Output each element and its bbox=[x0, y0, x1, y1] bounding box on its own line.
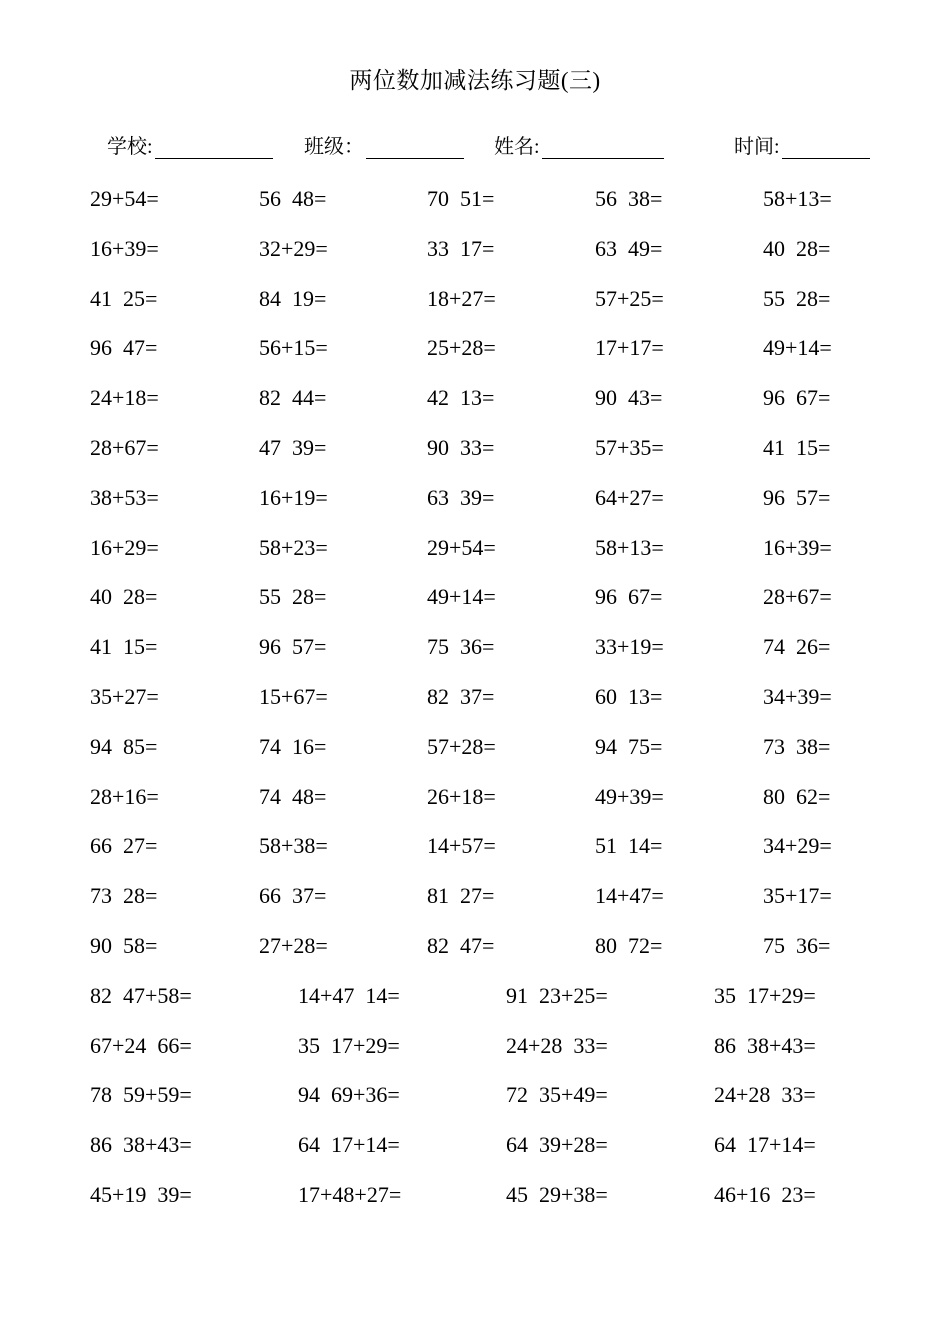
problem-item: 49+14= bbox=[763, 335, 832, 361]
problem-item: 64+27= bbox=[595, 484, 664, 510]
problem-item: 16+39= bbox=[763, 534, 832, 560]
problem-item: 47 39= bbox=[259, 435, 327, 460]
problem-item: 17+48+27= bbox=[298, 1182, 402, 1207]
problem-item: 40 28= bbox=[90, 584, 158, 610]
problem-item: 16+29= bbox=[90, 534, 159, 560]
problem-item: 90 43= bbox=[595, 385, 663, 411]
problem-item: 51 14= bbox=[595, 833, 663, 859]
class-blank[interactable] bbox=[366, 138, 464, 159]
problem-item: 84 19= bbox=[259, 285, 327, 311]
problem-item: 41 15= bbox=[90, 634, 158, 660]
problem-item: 74 26= bbox=[763, 634, 831, 660]
problem-item: 58+38= bbox=[259, 833, 328, 859]
problem-item: 57+28= bbox=[427, 733, 496, 759]
problem-row bbox=[0, 387, 950, 427]
problem-item: 55 28= bbox=[259, 584, 327, 610]
problem-item: 82 47+58= bbox=[90, 982, 192, 1008]
problem-item: 74 16= bbox=[259, 733, 327, 759]
problem-row bbox=[0, 783, 950, 826]
problem-item: 94 85= bbox=[90, 733, 158, 759]
problem-item: 40 28= bbox=[763, 235, 831, 261]
problem-item: 35 17+29= bbox=[298, 1032, 400, 1058]
problem-item: 46+16 23= bbox=[714, 1182, 816, 1207]
problem-item: 41 25= bbox=[90, 285, 158, 311]
problem-item: 80 72= bbox=[595, 933, 663, 958]
problem-item: 73 28= bbox=[90, 883, 158, 909]
problem-item: 56 48= bbox=[259, 186, 327, 211]
problem-item: 45+19 39= bbox=[90, 1182, 192, 1207]
problem-row bbox=[0, 1134, 950, 1174]
name-field bbox=[494, 130, 664, 159]
problem-item: 49+14= bbox=[427, 584, 496, 610]
problem-item: 67+24 66= bbox=[90, 1032, 192, 1058]
problem-item: 80 62= bbox=[763, 783, 831, 809]
problem-item: 38+53= bbox=[90, 484, 159, 510]
problem-item: 28+67= bbox=[90, 435, 159, 460]
problem-item: 16+19= bbox=[259, 484, 328, 510]
problem-item: 94 75= bbox=[595, 733, 663, 759]
school-label: 学校: bbox=[107, 136, 153, 158]
problem-row bbox=[0, 1184, 950, 1224]
problem-row bbox=[0, 1084, 950, 1124]
problem-item: 58+13= bbox=[763, 186, 832, 211]
problem-item: 14+47 14= bbox=[298, 982, 400, 1008]
problem-item: 74 48= bbox=[259, 783, 327, 809]
problem-item: 35+27= bbox=[90, 684, 159, 709]
problem-row bbox=[0, 484, 950, 527]
problem-item: 90 58= bbox=[90, 933, 158, 958]
problem-item: 58+13= bbox=[595, 534, 664, 560]
problem-item: 63 49= bbox=[595, 235, 663, 261]
school-field bbox=[107, 130, 273, 159]
problem-item: 86 38+43= bbox=[90, 1132, 192, 1158]
problem-item: 27+28= bbox=[259, 933, 328, 958]
problem-item: 75 36= bbox=[427, 634, 495, 660]
problem-item: 28+67= bbox=[763, 584, 832, 610]
problem-item: 81 27= bbox=[427, 883, 495, 909]
problem-item: 18+27= bbox=[427, 285, 496, 311]
time-field bbox=[734, 130, 870, 159]
problem-row bbox=[0, 686, 950, 726]
problem-item: 96 47= bbox=[90, 335, 158, 361]
problem-item: 34+29= bbox=[763, 833, 832, 859]
problem-item: 70 51= bbox=[427, 186, 495, 211]
problem-row bbox=[0, 935, 950, 975]
problem-item: 24+18= bbox=[90, 385, 159, 411]
problem-item: 26+18= bbox=[427, 783, 496, 809]
problem-item: 14+57= bbox=[427, 833, 496, 859]
problem-item: 57+25= bbox=[595, 285, 664, 311]
problem-item: 73 38= bbox=[763, 733, 831, 759]
problem-item: 82 44= bbox=[259, 385, 327, 411]
problem-item: 32+29= bbox=[259, 235, 328, 261]
problem-item: 96 57= bbox=[259, 634, 327, 660]
problem-item: 14+47= bbox=[595, 883, 664, 909]
name-blank[interactable] bbox=[542, 138, 664, 159]
problem-item: 66 37= bbox=[259, 883, 327, 909]
problem-row bbox=[0, 885, 950, 925]
problem-item: 96 67= bbox=[595, 584, 663, 610]
problem-item: 25+28= bbox=[427, 335, 496, 361]
problem-row bbox=[0, 337, 950, 377]
problem-item: 49+39= bbox=[595, 783, 664, 809]
problem-item: 33 17= bbox=[427, 235, 495, 261]
problem-item: 75 36= bbox=[763, 933, 831, 958]
problem-row bbox=[0, 586, 950, 626]
problem-item: 34+39= bbox=[763, 684, 832, 709]
problem-item: 91 23+25= bbox=[506, 982, 608, 1008]
problem-row bbox=[0, 1032, 950, 1075]
problem-row bbox=[0, 285, 950, 328]
problem-item: 56 38= bbox=[595, 186, 663, 211]
problem-item: 64 17+14= bbox=[714, 1132, 816, 1158]
problem-row bbox=[0, 636, 950, 676]
time-blank[interactable] bbox=[782, 138, 870, 159]
problem-row bbox=[0, 437, 950, 477]
problem-item: 15+67= bbox=[259, 684, 328, 709]
problem-item: 24+28 33= bbox=[714, 1082, 816, 1108]
problem-item: 60 13= bbox=[595, 684, 663, 709]
problem-item: 58+23= bbox=[259, 534, 328, 560]
problem-item: 96 57= bbox=[763, 484, 831, 510]
time-label: 时间: bbox=[734, 136, 780, 158]
problem-item: 45 29+38= bbox=[506, 1182, 608, 1207]
problem-item: 28+16= bbox=[90, 783, 159, 809]
class-label: 班级： bbox=[304, 136, 364, 158]
problem-item: 17+17= bbox=[595, 335, 664, 361]
problem-row bbox=[0, 982, 950, 1025]
problem-item: 94 69+36= bbox=[298, 1082, 400, 1108]
problem-item: 90 33= bbox=[427, 435, 495, 460]
problem-item: 42 13= bbox=[427, 385, 495, 411]
problem-item: 82 37= bbox=[427, 684, 495, 709]
problem-item: 64 39+28= bbox=[506, 1132, 608, 1158]
class-field bbox=[304, 130, 464, 159]
problem-item: 35+17= bbox=[763, 883, 832, 909]
name-label: 姓名: bbox=[494, 136, 540, 158]
problem-item: 35 17+29= bbox=[714, 982, 816, 1008]
problem-item: 66 27= bbox=[90, 833, 158, 859]
problem-row bbox=[0, 188, 950, 228]
problem-item: 55 28= bbox=[763, 285, 831, 311]
problem-item: 29+54= bbox=[90, 186, 159, 211]
problem-item: 86 38+43= bbox=[714, 1032, 816, 1058]
problem-item: 72 35+49= bbox=[506, 1082, 608, 1108]
problem-item: 33+19= bbox=[595, 634, 664, 660]
problem-item: 29+54= bbox=[427, 534, 496, 560]
school-blank[interactable] bbox=[155, 138, 273, 159]
problem-row bbox=[0, 534, 950, 577]
problem-item: 16+39= bbox=[90, 235, 159, 261]
problem-row bbox=[0, 835, 950, 875]
problem-row bbox=[0, 733, 950, 776]
problem-item: 78 59+59= bbox=[90, 1082, 192, 1108]
problem-row bbox=[0, 235, 950, 278]
problem-item: 41 15= bbox=[763, 435, 831, 460]
problem-item: 63 39= bbox=[427, 484, 495, 510]
problem-item: 64 17+14= bbox=[298, 1132, 400, 1158]
problem-item: 57+35= bbox=[595, 435, 664, 460]
problem-item: 56+15= bbox=[259, 335, 328, 361]
problem-item: 96 67= bbox=[763, 385, 831, 411]
page-title: 两位数加减法练习题(三) bbox=[349, 68, 601, 93]
problem-item: 82 47= bbox=[427, 933, 495, 958]
problem-item: 24+28 33= bbox=[506, 1032, 608, 1058]
